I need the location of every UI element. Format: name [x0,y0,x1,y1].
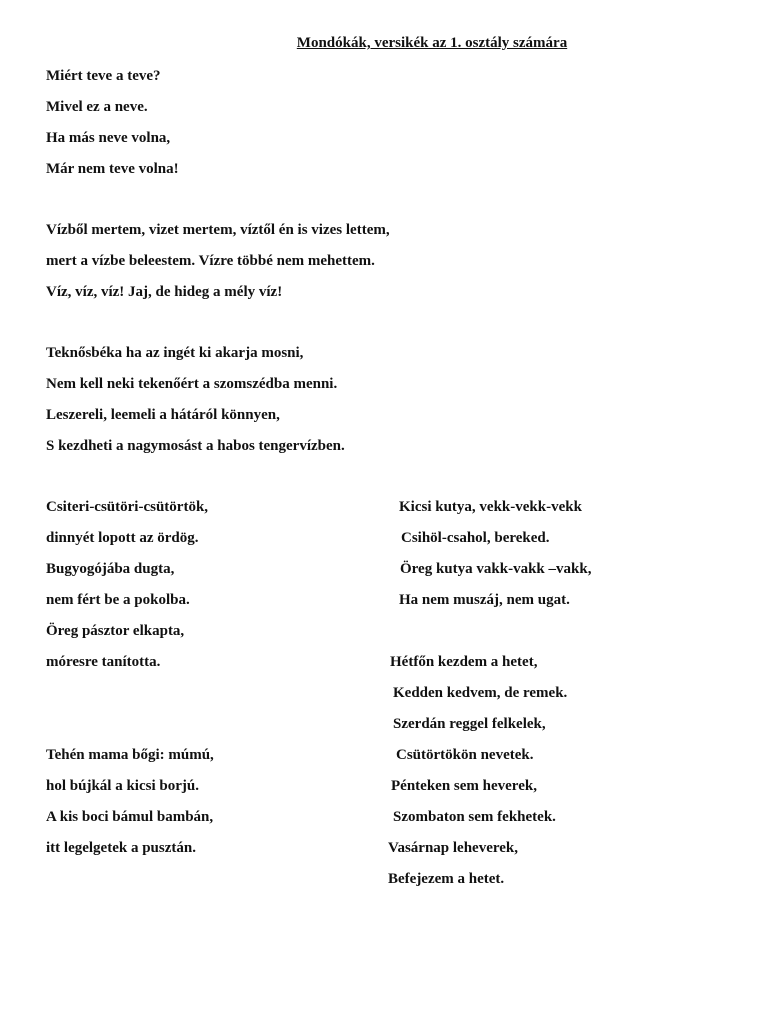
poem-line: Tehén mama bőgi: múmú, [46,747,214,763]
poem-line: Csiteri-csütöri-csütörtök, [46,499,209,515]
poem-line: móresre tanította. [46,654,161,670]
poem-line: Miért teve a teve? [46,68,161,84]
poem-line: Már nem teve volna! [46,161,179,177]
document-title: Mondókák, versikék az 1. osztály számára [296,35,568,51]
poem-line: Vasárnap leheverek, [388,840,519,856]
poem-line: Csihöl-csahol, bereked. [401,530,550,546]
poem-line: S kezdheti a nagymosást a habos tengervízben. [46,438,345,454]
poem-line: mert a vízbe beleestem. Vízre többé nem mehettem. [46,253,375,269]
poem-line: Pénteken sem heverek, [391,778,537,794]
poem-line: Szerdán reggel felkelek, [393,716,546,732]
poem-line: Nem kell neki tekenőért a szomszédba menni. [46,376,338,392]
poem-line: Öreg pásztor elkapta, [46,623,185,639]
poem-line: Vízből mertem, vizet mertem, víztől én is vizes lettem, [46,222,390,238]
poem-line: Leszereli, leemeli a hátáról könnyen, [46,407,280,423]
poem-line: Kedden kedvem, de remek. [393,685,568,701]
poem-line: Ha más neve volna, [46,130,171,146]
poem-line: nem fért be a pokolba. [46,592,190,608]
poem-line: Öreg kutya vakk-vakk –vakk, [400,561,592,577]
poem-line: itt legelgetek a pusztán. [46,840,196,856]
poem-line: Befejezem a hetet. [388,871,505,887]
poem-line: Teknősbéka ha az ingét ki akarja mosni, [46,345,304,361]
poem-line: Bugyogójába dugta, [46,561,175,577]
poem-line: Hétfőn kezdem a hetet, [390,654,538,670]
poem-line: Mivel ez a neve. [46,99,148,115]
poem-line: Ha nem muszáj, nem ugat. [399,592,570,608]
poem-line: Csütörtökön nevetek. [396,747,534,763]
poem-line: Szombaton sem fekhetek. [393,809,556,825]
poem-line: hol bújkál a kicsi borjú. [46,778,199,794]
poem-line: Kicsi kutya, vekk-vekk-vekk [399,499,582,515]
poem-line: dinnyét lopott az ördög. [46,530,199,546]
poem-line: Víz, víz, víz! Jaj, de hideg a mély víz! [46,284,283,300]
poem-line: A kis boci bámul bambán, [46,809,214,825]
